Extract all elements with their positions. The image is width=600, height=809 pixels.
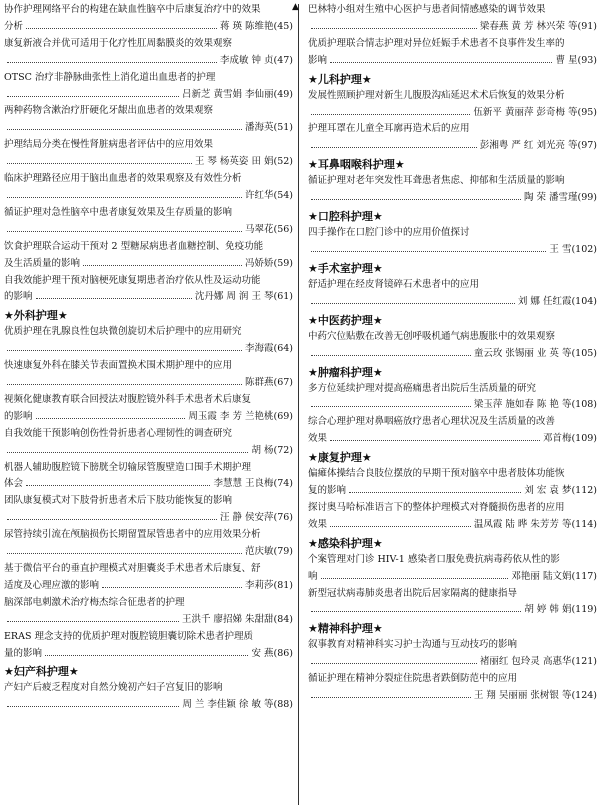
entry-page-number: (81)	[273, 579, 293, 591]
entry-page-number: (104)	[571, 295, 597, 307]
toc-entry[interactable]	[308, 173, 597, 207]
toc-entry[interactable]	[4, 561, 293, 595]
entry-page-number: (114)	[571, 518, 597, 530]
leader-dots	[330, 62, 552, 63]
entry-authors: 汪 静 侯安萍	[219, 512, 274, 524]
entry-page-number: (86)	[273, 647, 293, 659]
toc-entry[interactable]	[4, 273, 293, 307]
toc-entry[interactable]	[308, 121, 597, 155]
entry-title: 协作护理网络平台的构建在缺血性脑卒中后康复治疗中的效果	[4, 4, 261, 15]
entry-page-number: (93)	[577, 54, 597, 66]
entry-title: 探讨奥马哈标准语言下的整体护理模式对脊髓损伤患者的应用	[308, 501, 565, 513]
entry-page-number: (69)	[273, 410, 293, 422]
entry-page-number: (105)	[571, 347, 597, 359]
leader-dots	[311, 663, 477, 664]
entry-page-number: (121)	[571, 656, 597, 668]
leader-dots	[311, 611, 521, 612]
entry-title: 优质护理在乳腺良性包块微创旋切术后护理中的应用研究	[4, 326, 242, 338]
entry-title: 新型冠状病毒肺炎患者出院后居家隔离的健康指导	[308, 587, 518, 599]
leader-dots	[36, 298, 192, 299]
leader-dots	[26, 485, 210, 486]
entry-authors: 邓首梅	[542, 433, 572, 445]
entry-authors: 李成敏 钟 贞	[219, 54, 274, 66]
entry-authors: 周 兰 李佳颖 徐 敏 等	[182, 699, 274, 711]
leader-dots	[36, 418, 186, 419]
entry-page-number: (64)	[273, 343, 293, 355]
toc-entry[interactable]	[4, 527, 293, 561]
entry-page-number: (67)	[273, 377, 293, 389]
toc-entry[interactable]	[308, 277, 597, 311]
entry-title: OTSC 治疗非静脉曲张性上消化道出血患者的护理	[4, 71, 216, 83]
entry-title: 循证护理对老年突发性耳聋患者焦虑、抑郁和生活质量的影响	[308, 175, 565, 187]
left-column	[4, 2, 293, 714]
leader-dots	[7, 231, 242, 232]
section-heading: ★手术室护理★	[308, 261, 383, 275]
entry-authors: 伍新平 黄丽萍 彭奇梅 等	[473, 106, 578, 118]
entry-authors: 梁春燕 黄 芳 林兴荣 等	[479, 20, 578, 32]
toc-entry[interactable]	[308, 381, 597, 415]
entry-title: 快速康复外科在膝关节表面置换术围术期护理中的应用	[4, 360, 233, 372]
leader-dots	[311, 199, 521, 200]
toc-entry[interactable]	[308, 225, 597, 259]
leader-dots	[7, 553, 242, 554]
entry-page-number: (117)	[571, 570, 597, 582]
leader-dots	[311, 147, 477, 148]
entry-authors: 李海霞	[244, 343, 274, 355]
toc-entry[interactable]	[308, 414, 597, 448]
leader-dots	[7, 384, 242, 385]
entry-title-continuation: 的影响	[4, 291, 33, 303]
entry-page-number: (79)	[273, 546, 293, 558]
toc-entry[interactable]	[308, 36, 597, 70]
toc-entry[interactable]	[308, 586, 597, 620]
entry-title: 优质护理联合情志护理对异位妊娠手术患者不良事件发生率的	[308, 37, 565, 49]
entry-title: 两种药物含漱治疗肝硬化牙龈出血患者的效果观察	[4, 105, 214, 117]
entry-page-number: (88)	[273, 699, 293, 711]
entry-authors: 王洪千 廖招娣 朱甜甜	[181, 613, 274, 625]
entry-title-continuation: 量的影响	[4, 647, 43, 659]
leader-dots	[330, 440, 540, 441]
entry-authors: 蒋 瑛 陈维艳	[219, 20, 274, 32]
entry-page-number: (52)	[273, 156, 293, 168]
entry-title-continuation: 效果	[308, 433, 328, 445]
entry-page-number: (95)	[577, 106, 597, 118]
toc-entry[interactable]	[4, 205, 293, 239]
entry-title-continuation: 分析	[4, 20, 24, 32]
entry-title: 护理耳罩在儿童全耳廓再造术后的应用	[308, 123, 470, 135]
entry-title: 多方位延续护理对提高癌痛患者出院后生活质量的研究	[308, 382, 537, 394]
leader-dots	[7, 621, 179, 622]
entry-authors: 王 琴 杨英姿 田 娟	[194, 156, 274, 168]
entry-page-number: (49)	[273, 88, 293, 100]
entry-title-continuation: 及生活质量的影响	[4, 257, 81, 269]
leader-dots	[349, 492, 521, 493]
entry-authors: 潘海英	[244, 122, 274, 134]
entry-authors: 王 雪	[549, 243, 572, 255]
toc-entry[interactable]	[308, 329, 597, 363]
entry-authors: 胡 婷 韩 娟	[524, 604, 572, 616]
entry-title: 四手操作在口腔门诊中的应用价值探讨	[308, 227, 470, 239]
entry-page-number: (51)	[273, 122, 293, 134]
entry-authors: 陶 荣 潘雪瑾	[523, 192, 578, 204]
entry-title-continuation: 适度及心理应激的影响	[4, 579, 100, 591]
entry-page-number: (54)	[273, 189, 293, 201]
entry-page-number: (102)	[571, 243, 597, 255]
entry-title: 团队康复模式对下肢骨折患者术后下肢功能恢复的影响	[4, 495, 233, 507]
entry-authors: 童云玫 张锡丽 业 英 等	[473, 347, 572, 359]
entry-authors: 冯娇娇	[244, 257, 274, 269]
leader-dots	[45, 655, 248, 656]
entry-title-continuation: 影响	[308, 54, 328, 66]
entry-page-number: (47)	[273, 54, 293, 66]
toc-entry[interactable]	[4, 70, 293, 104]
toc-entry[interactable]	[4, 137, 293, 171]
section-heading: ★口腔科护理★	[308, 210, 383, 224]
toc-entry[interactable]	[308, 552, 597, 586]
entry-page-number: (72)	[273, 444, 293, 456]
entry-authors: 邓艳丽 陆文娟	[511, 570, 572, 582]
leader-dots	[330, 526, 471, 527]
toc-entry[interactable]	[4, 680, 293, 714]
leader-dots	[311, 114, 470, 115]
entry-authors: 刘 娜 任红霞	[517, 295, 572, 307]
leader-dots	[321, 578, 509, 579]
entry-page-number: (112)	[571, 485, 597, 497]
entry-authors: 范庆敏	[244, 546, 274, 558]
entry-authors: 许红华	[244, 189, 274, 201]
entry-page-number: (59)	[273, 257, 293, 269]
entry-authors: 胡 杨	[251, 444, 274, 456]
toc-entry[interactable]	[308, 2, 597, 36]
entry-page-number: (97)	[577, 140, 597, 152]
section-heading: ★肿瘤科护理★	[308, 365, 383, 379]
entry-page-number: (74)	[273, 478, 293, 490]
section-heading: ★儿科护理★	[308, 72, 372, 86]
entry-title: 产妇产后疲乏程度对自然分娩初产妇子宫复旧的影响	[4, 682, 223, 694]
entry-title: 自我效能护理干预对脑梗死康复期患者治疗依从性及运动功能	[4, 274, 261, 286]
entry-title: 中药穴位贴敷在改善无创呼吸机通气病患腹胀中的效果观察	[308, 330, 556, 342]
entry-title: 自我效能干预影响创伤性骨折患者心理韧性的调查研究	[4, 427, 233, 439]
leader-dots	[311, 355, 471, 356]
entry-title: 临床护理路径应用于脑出血患者的效果观察及有效性分析	[4, 173, 242, 185]
toc-entry[interactable]	[308, 500, 597, 534]
toc-entry[interactable]	[4, 460, 293, 494]
leader-dots	[7, 452, 248, 453]
entry-page-number: (84)	[273, 613, 293, 625]
toc-entry[interactable]	[4, 595, 293, 629]
toc-entry[interactable]	[4, 103, 293, 137]
leader-dots	[26, 28, 217, 29]
entry-title: 循证护理对急性脑卒中患者康复效果及生存质量的影响	[4, 206, 233, 218]
entry-title: 康复新液合并优可适用于化疗性肛周黏膜炎的效果观察	[4, 37, 233, 49]
triangle-marker-icon: ▲	[292, 2, 299, 12]
toc-entry[interactable]	[4, 629, 293, 663]
toc-entry[interactable]	[4, 358, 293, 392]
entry-title: 饮食护理联合运动干预对 2 型糖尿病患者血糖控制、免疫功能	[4, 240, 264, 252]
entry-title: 护理结局分类在慢性肾脏病患者评估中的应用效果	[4, 139, 214, 151]
section-heading: ★感染科护理★	[308, 536, 383, 550]
right-column	[308, 2, 597, 705]
entry-title: 舒适护理在经皮肾镜碎石术患者中的应用	[308, 278, 480, 290]
entry-page-number: (109)	[571, 433, 597, 445]
entry-page-number: (91)	[577, 20, 597, 32]
entry-title: 巴林特小组对生殖中心医护与患者间情感感染的调节效果	[308, 4, 546, 15]
section-heading: ★耳鼻咽喉科护理★	[308, 158, 405, 172]
leader-dots	[7, 62, 217, 63]
toc-entry[interactable]	[4, 36, 293, 70]
entry-title: 尿管持续引流在颅脑损伤长期留置尿管患者中的应用效果分析	[4, 529, 261, 541]
entry-authors: 褚丽红 包玲灵 高惠华	[479, 656, 572, 668]
leader-dots	[83, 265, 242, 266]
leader-dots	[311, 406, 471, 407]
toc-entry[interactable]	[4, 392, 293, 426]
column-divider	[298, 4, 299, 805]
leader-dots	[7, 706, 179, 707]
entry-authors: 彭湘粤 严 红 刘光亮 等	[479, 140, 578, 152]
entry-authors: 陈群燕	[244, 377, 274, 389]
entry-title-continuation: 效果	[308, 518, 328, 530]
entry-title-continuation: 体会	[4, 478, 24, 490]
entry-title: 综合心理护理对鼻咽癌放疗患者心理状况及生活质量的改善	[308, 416, 556, 428]
leader-dots	[7, 163, 192, 164]
entry-authors: 沈丹娜 周 润 王 琴	[194, 291, 274, 303]
entry-page-number: (45)	[273, 20, 293, 32]
entry-page-number: (56)	[273, 223, 293, 235]
toc-entry[interactable]	[4, 2, 293, 36]
entry-page-number: (119)	[571, 604, 597, 616]
entry-title: 基于微信平台的垂直护理模式对胆囊炎手术患者术后康复、舒	[4, 563, 261, 574]
entry-page-number: (99)	[577, 192, 597, 204]
leader-dots	[7, 129, 242, 130]
entry-title: 偏瘫体操结合良肢位摆放的早期干预对脑卒中患者肢体功能恢	[308, 468, 565, 480]
entry-title: 视频化健康教育联合回授法对腹腔镜外科手术患者术后康复	[4, 393, 252, 405]
entry-title-continuation: 的影响	[4, 410, 33, 422]
section-heading: ★精神科护理★	[308, 622, 383, 636]
toc-entry[interactable]	[308, 88, 597, 122]
entry-title: 脑深部电刺激术治疗梅杰综合征患者的护理	[4, 596, 185, 608]
toc-entry[interactable]	[308, 466, 597, 500]
entry-authors: 曹 星	[555, 54, 578, 66]
toc-entry[interactable]	[308, 637, 597, 671]
entry-authors: 安 燕	[251, 647, 274, 659]
entry-authors: 刘 宏 袁 梦	[524, 485, 572, 497]
entry-authors: 温凤霞 陆 晔 朱芳芳 等	[473, 518, 572, 530]
leader-dots	[7, 96, 179, 97]
entry-page-number: (76)	[273, 512, 293, 524]
entry-authors: 王 翔 吴丽丽 张树银 等	[473, 690, 572, 702]
entry-title-continuation: 响	[308, 570, 318, 582]
entry-title-continuation: 复的影响	[308, 485, 347, 497]
entry-page-number: (124)	[571, 690, 597, 702]
section-heading: ★康复护理★	[308, 451, 372, 465]
entry-authors: 梁玉萍 施如春 陈 艳 等	[473, 399, 572, 411]
entry-page-number: (61)	[273, 291, 293, 303]
entry-title: ERAS 理念支持的优质护理对腹腔镜胆囊切除术患者护理质	[4, 630, 253, 642]
entry-title: 发展性照顾护理对新生儿腹股沟疝延迟术术后恢复的效果分析	[308, 89, 565, 101]
leader-dots	[311, 697, 471, 698]
toc-entry[interactable]	[4, 239, 293, 273]
leader-dots	[7, 350, 242, 351]
entry-authors: 周玉霞 李 芳 兰艳桃	[188, 410, 274, 422]
entry-authors: 李慧慧 王良梅	[213, 478, 274, 490]
leader-dots	[7, 197, 242, 198]
toc-entry[interactable]	[4, 171, 293, 205]
toc-entry[interactable]	[4, 493, 293, 527]
leader-dots	[311, 28, 477, 29]
entry-title: 循证护理在精神分裂症住院患者跌倒防范中的应用	[308, 673, 518, 685]
section-heading: ★外科护理★	[4, 309, 68, 323]
leader-dots	[311, 251, 546, 252]
entry-title: 个案管理对门诊 HIV-1 感染者口服免费抗病毒药依从性的影	[308, 553, 560, 565]
toc-entry[interactable]	[4, 324, 293, 358]
leader-dots	[102, 587, 242, 588]
entry-authors: 吕新芝 黄雪娟 李仙丽	[181, 88, 274, 100]
toc-entry[interactable]	[4, 426, 293, 460]
leader-dots	[311, 303, 515, 304]
entry-authors: 李莉莎	[244, 579, 274, 591]
leader-dots	[7, 519, 217, 520]
entry-title: 机器人辅助腹腔镜下膀胱全切输尿管腹壁造口围手术期护理	[4, 461, 252, 473]
entry-authors: 马翠花	[244, 223, 274, 235]
section-heading: ★中医药护理★	[308, 313, 383, 327]
entry-page-number: (108)	[571, 399, 597, 411]
toc-entry[interactable]	[308, 671, 597, 705]
entry-title: 叙事教育对精神科实习护士沟通与互动技巧的影响	[308, 639, 518, 651]
section-heading: ★妇产科护理★	[4, 665, 79, 679]
